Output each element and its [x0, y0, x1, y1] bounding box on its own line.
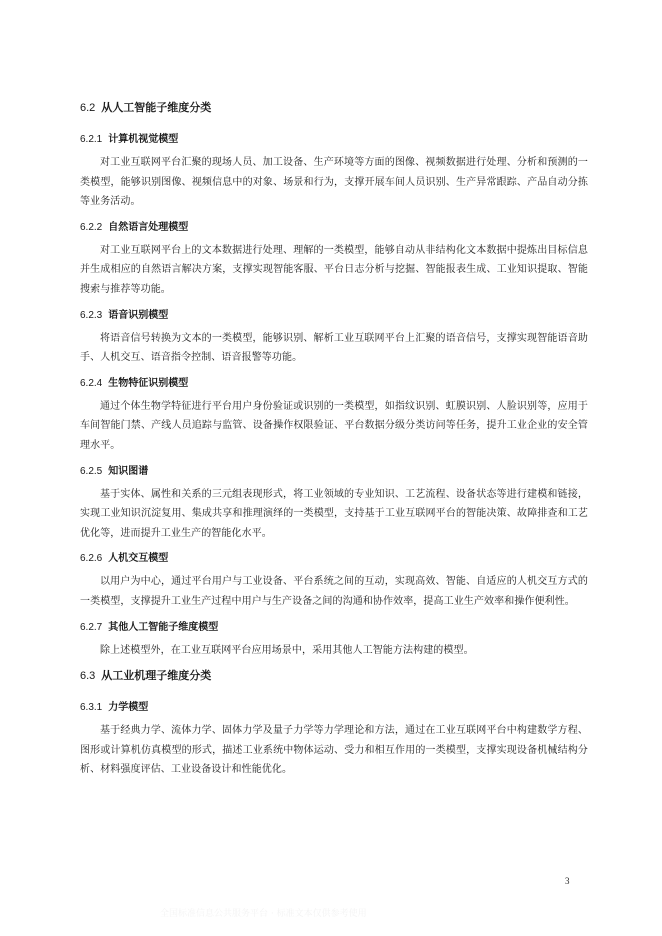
subsection-number: 6.2.1 — [80, 134, 103, 145]
subsection-number: 6.2.4 — [80, 377, 103, 389]
section-number: 6.3 — [80, 670, 96, 683]
page-number: 3 — [565, 876, 570, 886]
subsection-number: 6.2.7 — [80, 621, 103, 633]
subsection-heading-6-2-7 — [80, 620, 588, 635]
section-title: 从工业机理子维度分类 — [101, 669, 212, 683]
subsection-number: 6.2.2 — [80, 221, 103, 233]
subsection-number: 6.2.5 — [80, 465, 103, 477]
subsection-title: 自然语言处理模型 — [108, 221, 189, 233]
subsection-heading-6-2-2 — [80, 220, 588, 235]
paragraph-6-3-1: 基于经典力学、流体力学、固体力学及量子力学等力学理论和方法，通过在工业互联网平台中构建数学方程、图形或计算机仿真模型的形式，描述工业系统中物体运动、受力和相互作用的一类模型，支撑实现设备机械结构分析、材料强度评估、工业设备设计和性能优化。 — [80, 725, 588, 776]
paragraph-6-2-3: 将语音信号转换为文本的一类模型，能够识别、解析工业互联网平台上汇聚的语音信号，支撑实现智能语音助手、人机交互、语音指令控制、语音报警等功能。 — [80, 332, 588, 364]
subsection-heading-6-2-1 — [80, 132, 588, 147]
subsection-number: 6.3.1 — [80, 702, 103, 714]
subsection-number: 6.2.3 — [80, 309, 103, 321]
section-heading-6-3 — [80, 668, 588, 684]
subsection-title: 人机交互模型 — [108, 553, 169, 565]
paragraph-6-2-5: 基于实体、属性和关系的三元组表现形式，将工业领域的专业知识、工艺流程、设备状态等进行建模和链接，实现工业知识沉淀复用、集成共享和推理演绎的一类模型，支持基于工业互联网平台的智能决策、故障排查和工艺优化等，进而提升工业生产的智能化水平。 — [80, 488, 588, 539]
paragraph-6-2-1: 对工业互联网平台汇聚的现场人员、加工设备、生产环境等方面的图像、视频数据进行处理、分析和预测的一类模型，能够识别图像、视频信息中的对象、场景和行为，支撑开展车间人员识别、生产异常跟踪、产品自动分拣等业务活动。 — [80, 157, 588, 208]
section-heading-6-2 — [80, 100, 588, 116]
section-title: 从人工智能子维度分类 — [101, 101, 212, 114]
page-content — [80, 100, 588, 788]
paragraph-6-2-6: 以用户为中心，通过平台用户与工业设备、平台系统之间的互动，实现高效、智能、自适应的人机交互方式的一类模型，支撑提升工业生产过程中用户与生产设备之间的沟通和协作效率，提高工业生产效率和操作便利性。 — [80, 576, 588, 607]
subsection-heading-6-2-5 — [80, 464, 588, 479]
section-number: 6.2 — [80, 102, 96, 114]
subsection-heading-6-3-1 — [80, 700, 588, 715]
paragraph-6-2-2: 对工业互联网平台上的文本数据进行处理、理解的一类模型，能够自动从非结构化文本数据中提炼出目标信息并生成相应的自然语言解决方案，支撑实现智能客服、平台日志分析与挖掘、智能报表生成、工业知识提取、智能搜索与推荐等功能。 — [80, 244, 588, 295]
paragraph-6-2-7: 除上述模型外，在工业互联网平台应用场景中，采用其他人工智能方法构建的模型。 — [100, 644, 474, 656]
watermark: 全国标准信息公共服务平台 · 标准文本仅供参考使用 — [160, 909, 367, 919]
subsection-heading-6-2-4 — [80, 376, 588, 391]
subsection-title: 其他人工智能子维度模型 — [108, 621, 219, 633]
paragraph-6-2-4: 通过个体生物学特征进行平台用户身份验证或识别的一类模型，如指纹识别、虹膜识别、人脸识别等，应用于车间智能门禁、产线人员追踪与监管、设备操作权限验证、平台数据分级分类访问等任务，提升工业企业的安全管理水平。 — [80, 400, 588, 451]
subsection-heading-6-2-6 — [80, 551, 588, 566]
subsection-title: 计算机视觉模型 — [108, 134, 179, 145]
subsection-heading-6-2-3 — [80, 308, 588, 323]
subsection-title: 语音识别模型 — [108, 309, 169, 321]
subsection-number: 6.2.6 — [80, 553, 103, 565]
subsection-title: 生物特征识别模型 — [108, 377, 189, 389]
subsection-title: 知识图谱 — [108, 465, 149, 477]
subsection-title: 力学模型 — [108, 702, 149, 714]
